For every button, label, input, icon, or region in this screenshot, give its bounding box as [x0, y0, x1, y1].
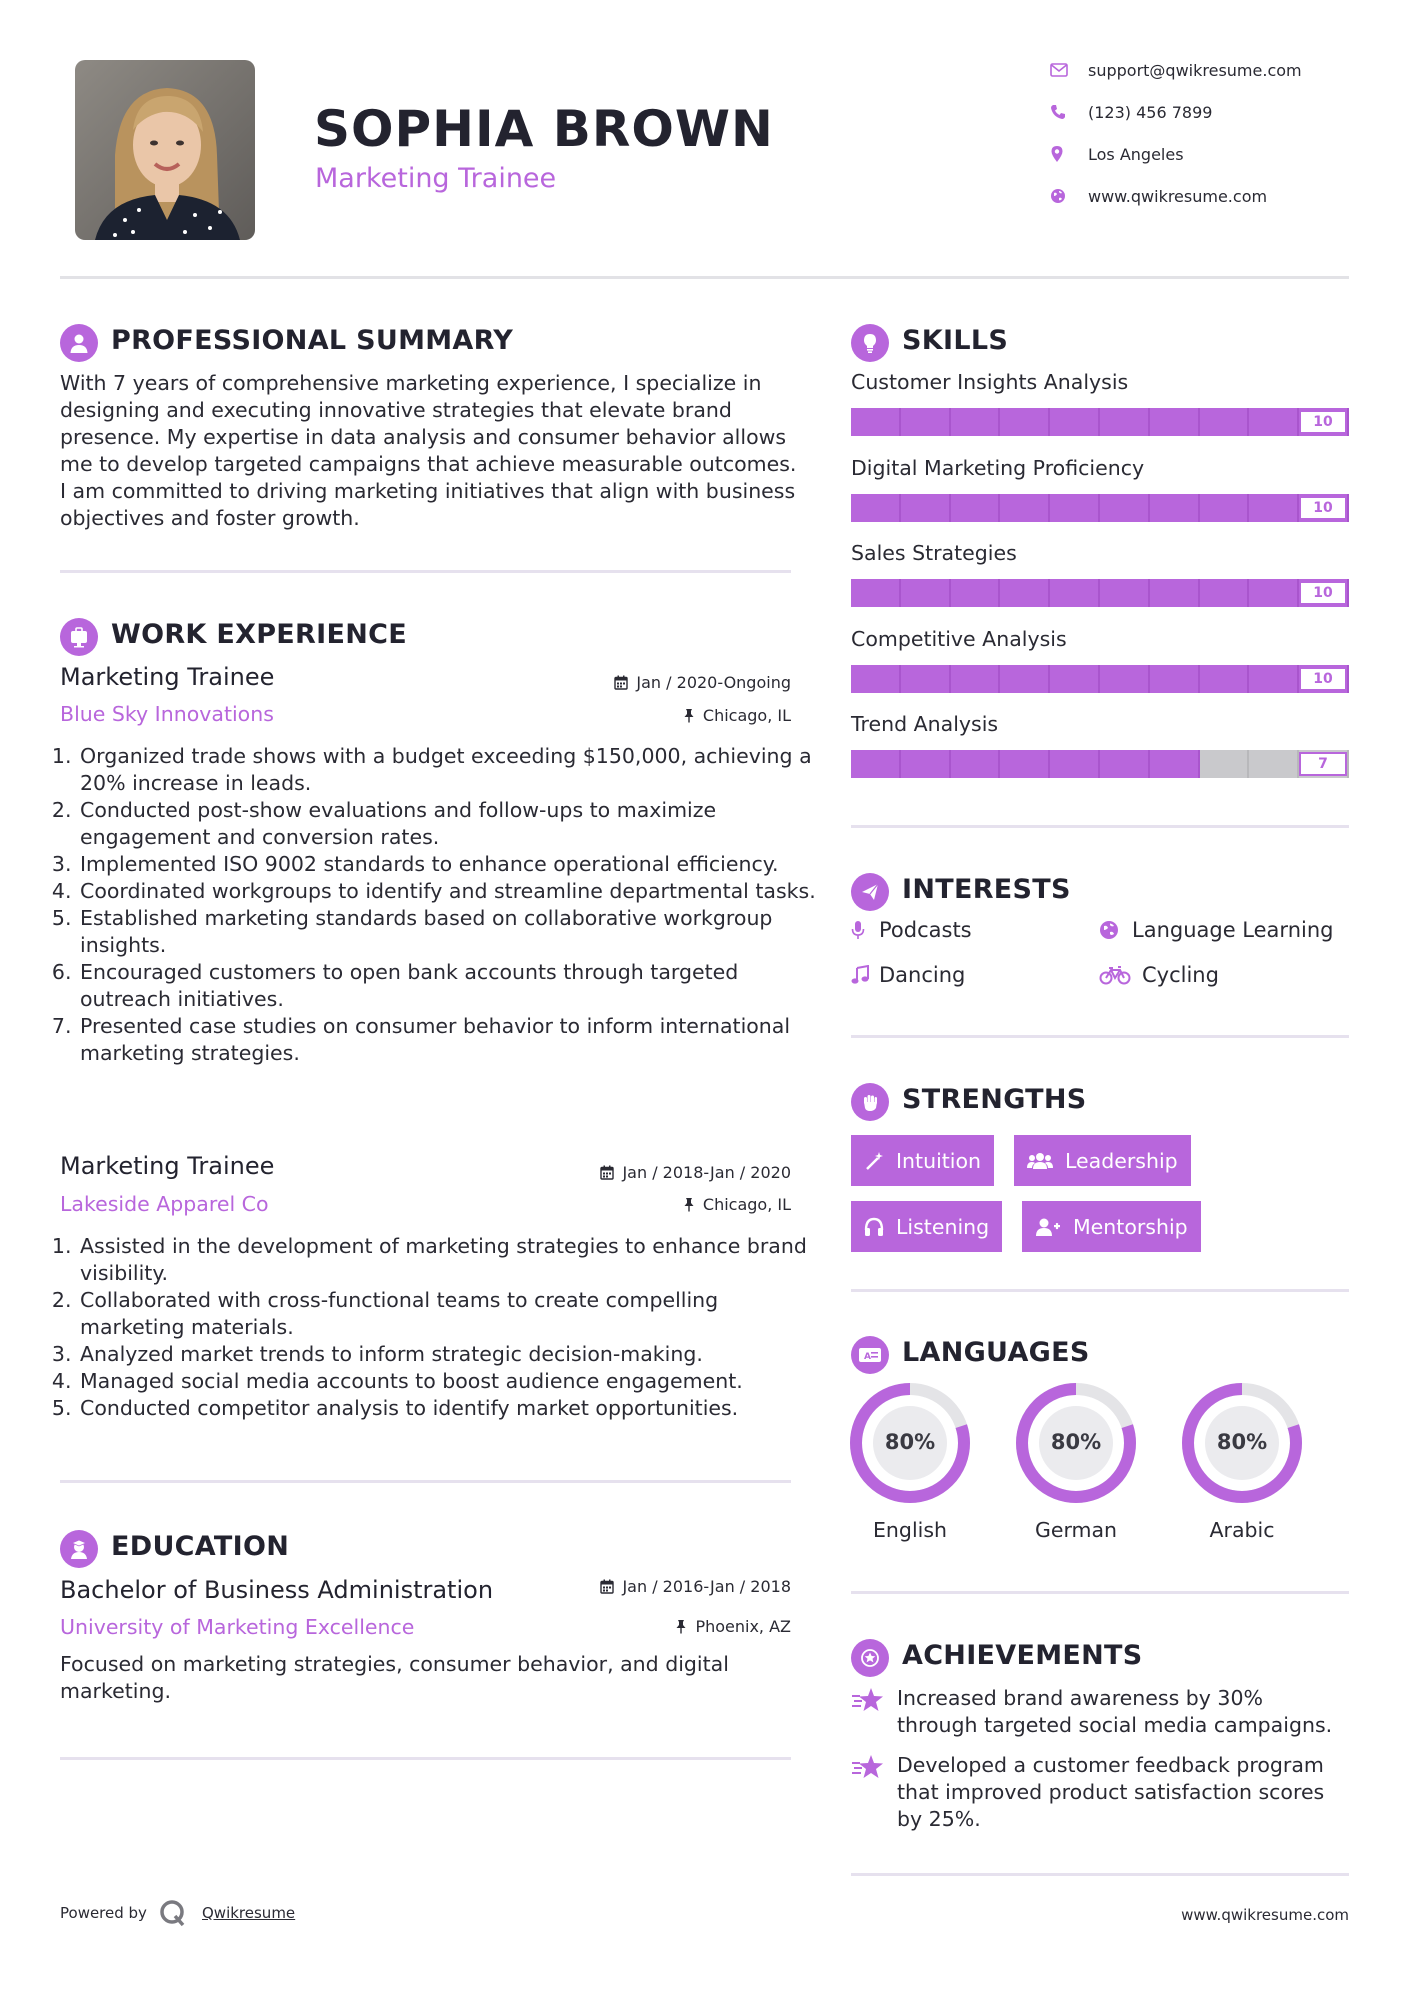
skill-bar-segment	[951, 750, 1001, 778]
skill-bar-segment	[901, 408, 951, 436]
strength-tag-mentorship	[1022, 1201, 1201, 1252]
skill-bar-segment	[901, 579, 951, 607]
skill-bar-segment	[1249, 408, 1299, 436]
graduation-icon	[60, 1530, 98, 1568]
skills-divider	[851, 825, 1349, 828]
job-2-location-text: Chicago, IL	[702, 1195, 791, 1214]
experience-divider	[60, 1480, 791, 1483]
education-location-text: Phoenix, AZ	[695, 1617, 791, 1636]
job-1-location-text: Chicago, IL	[702, 706, 791, 725]
briefcase-icon	[60, 618, 98, 656]
summary-divider	[60, 570, 791, 573]
strengths-heading: STRENGTHS	[902, 1084, 1087, 1115]
job-2-date-text: Jan / 2018-Jan / 2020	[622, 1163, 791, 1182]
education-divider	[60, 1757, 791, 1760]
skill-bar-segment	[1150, 408, 1200, 436]
list-item: 3. Analyzed market trends to inform strategic decision-making.	[78, 1341, 818, 1368]
skill-bar-segment	[1050, 579, 1100, 607]
star-icon	[851, 1685, 897, 1739]
skill-bar-segment	[1249, 494, 1299, 522]
skill-bar-segment	[1050, 665, 1100, 693]
calendar-icon	[600, 1579, 614, 1594]
skill-label: Digital Marketing Proficiency	[851, 456, 1145, 480]
user-icon	[60, 324, 98, 362]
list-item: 4. Coordinated workgroups to identify and streamline departmental tasks.	[78, 878, 818, 905]
interest-cycling	[1099, 963, 1219, 987]
svg-text:A: A	[864, 1352, 871, 1362]
magic-wand-icon	[864, 1151, 884, 1171]
school-name: University of Marketing Excellence	[60, 1615, 415, 1639]
skill-bar-segment	[851, 665, 901, 693]
achievements-divider	[851, 1873, 1349, 1876]
pushpin-icon	[675, 1619, 687, 1634]
contact-location	[1050, 139, 1350, 169]
skill-label: Trend Analysis	[851, 712, 999, 736]
skill-bar-segment	[901, 665, 951, 693]
interest-dancing	[851, 963, 965, 987]
language-percent: 80%	[1050, 1430, 1102, 1454]
skill-bar-segment	[1150, 665, 1200, 693]
list-item: 7. Presented case studies on consumer behavior to inform international marketing strategies.	[78, 1013, 818, 1067]
education-description: Focused on marketing strategies, consumer behavior, and digital marketing.	[60, 1652, 729, 1703]
candidate-title: Marketing Trainee	[315, 163, 557, 194]
skill-bar-segment	[1000, 408, 1050, 436]
contact-phone-text: (123) 456 7899	[1088, 102, 1213, 122]
map-marker-icon	[1050, 144, 1078, 164]
skill-bar-segment	[1249, 750, 1299, 778]
job-1-company: Blue Sky Innovations	[60, 702, 274, 726]
achievement-item-1	[851, 1685, 1349, 1739]
list-item: 5. Established marketing standards based on collaborative workgroup insights.	[78, 905, 818, 959]
education-date-text: Jan / 2016-Jan / 2018	[622, 1577, 791, 1596]
candidate-name: SOPHIA BROWN	[314, 100, 774, 158]
skill-bar-segment	[1150, 494, 1200, 522]
skill-bar-segment	[1200, 750, 1250, 778]
language-ring	[1177, 1378, 1307, 1508]
star-icon	[851, 1752, 897, 1833]
powered-by-label: Powered by	[60, 1904, 147, 1922]
job-2-location	[540, 1195, 791, 1214]
skill-bar-segment	[1050, 408, 1100, 436]
skill-bar-segment	[1000, 579, 1050, 607]
skill-bar-segment	[901, 494, 951, 522]
skill-bar-segment	[1100, 408, 1150, 436]
skill-value-badge: 7	[1299, 752, 1347, 776]
skill-bar-segment	[1050, 750, 1100, 778]
contact-website[interactable]	[1050, 181, 1350, 211]
skill-bar-segment	[1100, 494, 1150, 522]
contact-email[interactable]	[1050, 55, 1350, 85]
language-percent: 80%	[884, 1430, 936, 1454]
list-item: 4. Managed social media accounts to boost audience engagement.	[78, 1368, 818, 1395]
achievement-text: Developed a customer feedback program that improved product satisfaction scores by 25%.	[897, 1753, 1325, 1831]
contact-phone[interactable]	[1050, 97, 1350, 127]
contact-location-text: Los Angeles	[1088, 144, 1184, 164]
skill-bar-segment	[1000, 750, 1050, 778]
strength-tag-listening	[851, 1201, 1002, 1252]
interest-label: Dancing	[879, 963, 966, 987]
skill-bar-segment	[1150, 750, 1200, 778]
job-1-title: Marketing Trainee	[60, 663, 275, 691]
language-label: German	[1034, 1518, 1118, 1542]
job-1-bullets	[60, 743, 818, 1067]
skill-bar-segment	[1150, 579, 1200, 607]
skill-bar-segment	[1000, 494, 1050, 522]
achievement-text: Increased brand awareness by 30% through targeted social media campaigns.	[897, 1686, 1333, 1737]
pushpin-icon	[683, 708, 695, 723]
skill-bar-segment	[1000, 665, 1050, 693]
skill-bar-segment	[1200, 494, 1250, 522]
strength-label: Intuition	[896, 1148, 982, 1173]
interests-heading: INTERESTS	[902, 874, 1071, 905]
strength-label: Listening	[896, 1214, 990, 1239]
language-percent: 80%	[1216, 1430, 1268, 1454]
microphone-icon	[851, 920, 879, 940]
lightbulb-icon	[851, 324, 889, 362]
summary-text: With 7 years of comprehensive marketing experience, I specialize in designing and executing innovative strategies that elevate brand presence. My expertise in data analysis and consumer behavior allows me to develop targeted campaigns that achieve measurable outcomes. I am committed to driving marketing initiatives that align with business objectives and foster growth.	[60, 371, 797, 530]
interest-label: Podcasts	[879, 918, 972, 942]
language-ring	[845, 1378, 975, 1508]
users-icon	[1027, 1151, 1053, 1171]
interest-language-learning	[1099, 918, 1333, 942]
interests-divider	[851, 1035, 1349, 1038]
header-divider	[60, 276, 1349, 279]
skill-label: Sales Strategies	[851, 541, 1017, 565]
skill-bar-segment	[951, 408, 1001, 436]
skill-bar	[851, 750, 1349, 778]
calendar-icon	[600, 1165, 614, 1180]
strength-label: Mentorship	[1073, 1214, 1188, 1239]
skill-bar-segment	[1200, 408, 1250, 436]
pushpin-icon	[683, 1197, 695, 1212]
language-label: Arabic	[1209, 1518, 1275, 1542]
paper-plane-icon	[851, 873, 889, 911]
languages-divider	[851, 1591, 1349, 1594]
skill-bar-segment	[851, 579, 901, 607]
skill-label: Customer Insights Analysis	[851, 370, 1129, 394]
job-1-date-text: Jan / 2020-Ongoing	[636, 673, 791, 692]
globe-icon	[1099, 920, 1132, 940]
list-item: 2. Conducted post-show evaluations and follow-ups to maximize engagement and conversion rates.	[78, 797, 818, 851]
list-item: 6. Encouraged customers to open bank accounts through targeted outreach initiatives.	[78, 959, 818, 1013]
language-card-icon	[851, 1336, 889, 1374]
job-2-company: Lakeside Apparel Co	[60, 1192, 269, 1216]
skill-value-badge: 10	[1299, 667, 1347, 691]
list-item: 1. Organized trade shows with a budget exceeding $150,000, achieving a 20% increase in leads.	[78, 743, 818, 797]
skill-bar	[851, 494, 1349, 522]
skill-bar	[851, 665, 1349, 693]
calendar-icon	[614, 675, 628, 690]
profile-photo	[75, 60, 255, 240]
education-location	[540, 1617, 791, 1636]
experience-heading: WORK EXPERIENCE	[111, 619, 407, 650]
skill-bar	[851, 408, 1349, 436]
contact-website-text: www.qwikresume.com	[1088, 186, 1268, 206]
achievements-heading: ACHIEVEMENTS	[902, 1640, 1143, 1671]
list-item: 2. Collaborated with cross-functional teams to create compelling marketing materials.	[78, 1287, 818, 1341]
globe-icon	[1050, 186, 1078, 206]
interest-podcasts	[851, 918, 972, 942]
interest-label: Cycling	[1142, 963, 1219, 987]
list-item: 1. Assisted in the development of marketing strategies to enhance brand visibility.	[78, 1233, 818, 1287]
skill-bar-segment	[851, 750, 901, 778]
envelope-icon	[1050, 60, 1078, 80]
award-icon	[851, 1639, 889, 1677]
user-plus-icon	[1035, 1217, 1061, 1237]
skill-bar-segment	[951, 579, 1001, 607]
skill-bar-segment	[1249, 665, 1299, 693]
skill-bar-segment	[1200, 665, 1250, 693]
skill-bar-segment	[951, 494, 1001, 522]
skill-bar	[851, 579, 1349, 607]
skill-bar-segment	[1249, 579, 1299, 607]
skill-bar-segment	[1200, 579, 1250, 607]
skill-bar-segment	[951, 665, 1001, 693]
job-2-title: Marketing Trainee	[60, 1152, 275, 1180]
job-2-bullets	[60, 1233, 818, 1422]
skill-bar-segment	[1100, 665, 1150, 693]
music-note-icon	[851, 965, 879, 985]
language-ring	[1011, 1378, 1141, 1508]
phone-icon	[1050, 102, 1078, 122]
contact-email-text: support@qwikresume.com	[1088, 60, 1302, 80]
education-heading: EDUCATION	[111, 1531, 290, 1562]
strength-label: Leadership	[1065, 1148, 1178, 1173]
footer-website-link[interactable]: www.qwikresume.com	[1181, 1906, 1349, 1924]
achievement-item-2	[851, 1752, 1349, 1833]
raised-fist-icon	[851, 1083, 889, 1121]
strength-tag-intuition	[851, 1135, 994, 1186]
skill-label: Competitive Analysis	[851, 627, 1067, 651]
headphones-icon	[864, 1217, 884, 1237]
languages-heading: LANGUAGES	[902, 1337, 1090, 1368]
skills-heading: SKILLS	[902, 325, 1009, 356]
strength-tag-leadership	[1014, 1135, 1191, 1186]
interest-label: Language Learning	[1132, 918, 1334, 942]
skill-bar-segment	[1050, 494, 1100, 522]
qwikresume-logo-icon	[158, 1898, 188, 1932]
skill-bar-segment	[1100, 750, 1150, 778]
degree-title: Bachelor of Business Administration	[60, 1576, 494, 1604]
skill-value-badge: 10	[1299, 581, 1347, 605]
job-1-location	[540, 706, 791, 725]
skill-bar-segment	[851, 494, 901, 522]
skill-value-badge: 10	[1299, 496, 1347, 520]
skill-bar-segment	[851, 408, 901, 436]
skill-bar-segment	[1100, 579, 1150, 607]
job-2-date	[540, 1163, 791, 1182]
skill-bar-segment	[901, 750, 951, 778]
list-item: 5. Conducted competitor analysis to identify market opportunities.	[78, 1395, 818, 1422]
education-date	[540, 1577, 791, 1596]
list-item: 3. Implemented ISO 9002 standards to enhance operational efficiency.	[78, 851, 818, 878]
language-label: English	[872, 1518, 948, 1542]
summary-heading: PROFESSIONAL SUMMARY	[111, 325, 514, 356]
strengths-divider	[851, 1289, 1349, 1292]
job-1-date	[540, 673, 791, 692]
skill-value-badge: 10	[1299, 410, 1347, 434]
bicycle-icon	[1099, 965, 1142, 985]
qwikresume-link[interactable]: Qwikresume	[202, 1904, 296, 1922]
